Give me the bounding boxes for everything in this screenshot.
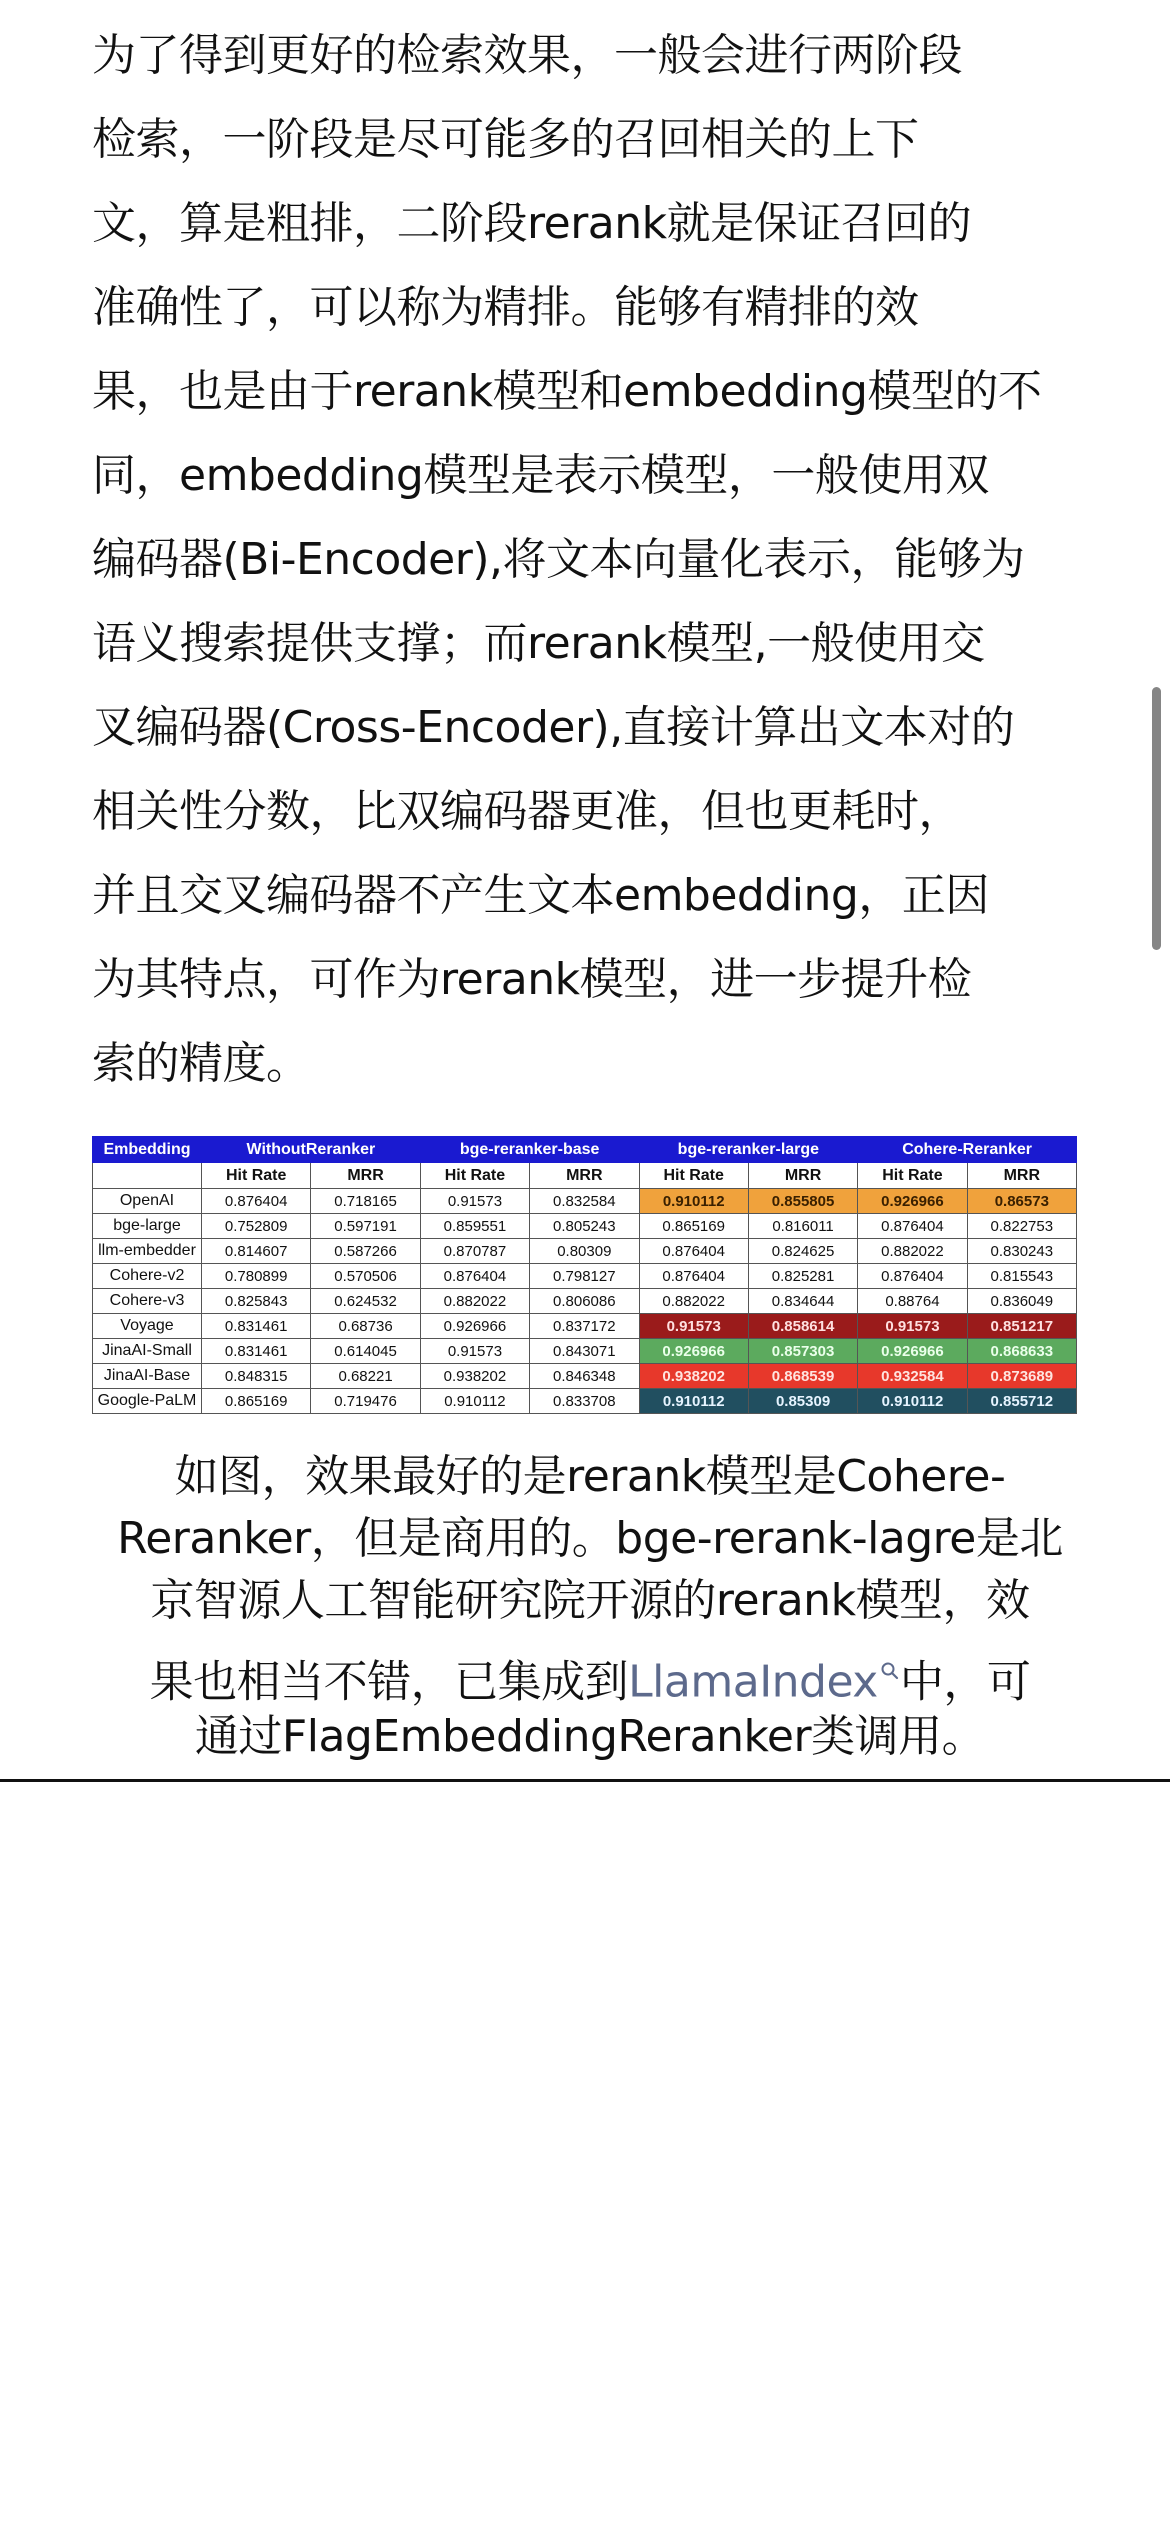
embedding-model-name: JinaAI-Base: [93, 1364, 202, 1389]
metric-cell: 0.833708: [530, 1389, 639, 1414]
metric-cell: 0.859551: [420, 1214, 529, 1239]
group-header: bge-reranker-base: [420, 1137, 639, 1163]
text-line: 准确性了，可以称为精排。能够有精排的效: [92, 282, 919, 333]
metric-cell: 0.68221: [311, 1364, 420, 1389]
metric-cell: 0.843071: [530, 1339, 639, 1364]
embedding-model-name: OpenAI: [93, 1189, 202, 1214]
embedding-model-name: bge-large: [93, 1214, 202, 1239]
text-line: 京智源人工智能研究院开源的rerank模型，效: [150, 1575, 1030, 1626]
metric-cell: 0.876404: [858, 1214, 967, 1239]
text-line: 为了得到更好的检索效果，一般会进行两阶段: [92, 30, 962, 81]
embedding-model-name: Voyage: [93, 1314, 202, 1339]
metric-cell: 0.85309: [748, 1389, 857, 1414]
metric-cell: 0.752809: [202, 1214, 311, 1239]
corner-header: Embedding: [93, 1137, 202, 1163]
metric-cell: 0.614045: [311, 1339, 420, 1364]
metric-cell: 0.926966: [858, 1189, 967, 1214]
metric-cell: 0.86573: [967, 1189, 1076, 1214]
metric-cell: 0.865169: [202, 1389, 311, 1414]
metric-cell: 0.876404: [202, 1189, 311, 1214]
text-line: 文，算是粗排，二阶段rerank就是保证召回的: [92, 198, 972, 249]
metric-cell: 0.830243: [967, 1239, 1076, 1264]
embedding-model-name: llm-embedder: [93, 1239, 202, 1264]
metric-cell: 0.910112: [858, 1389, 967, 1414]
metric-cell: 0.868539: [748, 1364, 857, 1389]
embedding-model-name: JinaAI-Small: [93, 1339, 202, 1364]
text-line: 如图，效果最好的是rerank模型是Cohere-: [174, 1451, 1006, 1502]
metric-cell: 0.815543: [967, 1264, 1076, 1289]
group-header: bge-reranker-large: [639, 1137, 858, 1163]
text-line: 果，也是由于rerank模型和embedding模型的不: [92, 366, 1042, 417]
table-row: [93, 1189, 1077, 1214]
metric-cell: 0.780899: [202, 1264, 311, 1289]
text-line: 检索，一阶段是尽可能多的召回相关的上下: [92, 114, 919, 165]
metric-cell: 0.848315: [202, 1364, 311, 1389]
table-row: [93, 1364, 1077, 1389]
metric-cell: 0.876404: [420, 1264, 529, 1289]
metric-cell: 0.938202: [420, 1364, 529, 1389]
metric-cell: 0.832584: [530, 1189, 639, 1214]
metric-cell: 0.719476: [311, 1389, 420, 1414]
metric-header: Hit Rate: [202, 1163, 311, 1189]
metric-cell: 0.876404: [639, 1264, 748, 1289]
metric-cell: 0.624532: [311, 1289, 420, 1314]
metric-cell: 0.855712: [967, 1389, 1076, 1414]
text-line: 索的精度。: [92, 1038, 310, 1089]
metric-cell: 0.836049: [967, 1289, 1076, 1314]
text-line: 叉编码器(Cross-Encoder),直接计算出文本对的: [92, 702, 1015, 753]
metric-cell: 0.80309: [530, 1239, 639, 1264]
group-header: WithoutReranker: [202, 1137, 421, 1163]
metric-header: Hit Rate: [639, 1163, 748, 1189]
metric-cell: 0.868633: [967, 1339, 1076, 1364]
text-line: 相关性分数，比双编码器更准，但也更耗时，: [92, 786, 962, 837]
metric-cell: 0.825843: [202, 1289, 311, 1314]
metric-cell: 0.882022: [639, 1289, 748, 1314]
text-line: 编码器(Bi-Encoder),将文本向量化表示，能够为: [92, 534, 1025, 585]
metric-header: MRR: [311, 1163, 420, 1189]
metric-cell: 0.91573: [858, 1314, 967, 1339]
table-row: [93, 1314, 1077, 1339]
metric-cell: 0.870787: [420, 1239, 529, 1264]
metric-cell: 0.876404: [639, 1239, 748, 1264]
text-line: 同，embedding模型是表示模型，一般使用双: [92, 450, 989, 501]
metric-cell: 0.91573: [420, 1339, 529, 1364]
text-line: 果也相当不错，已集成到LlamaIndex 中，可: [100, 1644, 1080, 1706]
metric-cell: 0.926966: [858, 1339, 967, 1364]
table-row: [93, 1289, 1077, 1314]
metric-cell: 0.587266: [311, 1239, 420, 1264]
metric-cell: 0.846348: [530, 1364, 639, 1389]
metric-cell: 0.910112: [639, 1389, 748, 1414]
metric-header: MRR: [748, 1163, 857, 1189]
metric-cell: 0.834644: [748, 1289, 857, 1314]
embedding-model-name: Cohere-v3: [93, 1289, 202, 1314]
metric-cell: 0.855805: [748, 1189, 857, 1214]
table-row: [93, 1389, 1077, 1414]
table-row: [93, 1239, 1077, 1264]
wechat-watermark: ◕‿◕ 公众号 · AI小数派报告: [822, 2497, 1155, 2527]
metric-cell: 0.865169: [639, 1214, 748, 1239]
metric-cell: 0.570506: [311, 1264, 420, 1289]
metric-cell: 0.824625: [748, 1239, 857, 1264]
metric-header: Hit Rate: [420, 1163, 529, 1189]
empty-header: [93, 1163, 202, 1189]
metric-header-row: [93, 1163, 1077, 1189]
reranker-comparison-table: [92, 1136, 1077, 1414]
conclusion-paragraph: [100, 1446, 1080, 1768]
table-row: [93, 1264, 1077, 1289]
table-row: [93, 1214, 1077, 1239]
metric-cell: 0.798127: [530, 1264, 639, 1289]
metric-cell: 0.816011: [748, 1214, 857, 1239]
intro-paragraph: [92, 24, 1092, 1116]
metric-cell: 0.91573: [639, 1314, 748, 1339]
metric-cell: 0.825281: [748, 1264, 857, 1289]
llamaindex-link[interactable]: LlamaIndex: [628, 1656, 878, 1708]
metric-cell: 0.831461: [202, 1314, 311, 1339]
group-header-row: [93, 1137, 1077, 1163]
metric-header: Hit Rate: [858, 1163, 967, 1189]
metric-cell: 0.597191: [311, 1214, 420, 1239]
metric-cell: 0.857303: [748, 1339, 857, 1364]
metric-cell: 0.910112: [420, 1389, 529, 1414]
metric-cell: 0.88764: [858, 1289, 967, 1314]
text-line: 语义搜索提供支撑；而rerank模型,一般使用交: [92, 618, 985, 669]
metric-cell: 0.926966: [639, 1339, 748, 1364]
metric-cell: 0.68736: [311, 1314, 420, 1339]
metric-cell: 0.926966: [420, 1314, 529, 1339]
metric-header: MRR: [530, 1163, 639, 1189]
text-line: 通过FlagEmbeddingReranker类调用。: [194, 1711, 986, 1762]
metric-cell: 0.932584: [858, 1364, 967, 1389]
metric-cell: 0.882022: [858, 1239, 967, 1264]
text-line: Reranker，但是商用的。bge-rerank-lagre是北: [117, 1513, 1063, 1564]
metric-cell: 0.910112: [639, 1189, 748, 1214]
scrollbar-thumb[interactable]: [1152, 687, 1161, 950]
text-line: 为其特点，可作为rerank模型，进一步提升检: [92, 954, 972, 1005]
metric-cell: 0.876404: [858, 1264, 967, 1289]
table-row: [93, 1339, 1077, 1364]
embedding-model-name: Google-PaLM: [93, 1389, 202, 1414]
search-icon[interactable]: [880, 1644, 900, 1706]
metric-cell: 0.858614: [748, 1314, 857, 1339]
metric-cell: 0.873689: [967, 1364, 1076, 1389]
metric-cell: 0.831461: [202, 1339, 311, 1364]
wechat-icon: ◕‿◕: [822, 2497, 897, 2527]
metric-cell: 0.91573: [420, 1189, 529, 1214]
metric-cell: 0.814607: [202, 1239, 311, 1264]
metric-header: MRR: [967, 1163, 1076, 1189]
metric-cell: 0.805243: [530, 1214, 639, 1239]
metric-cell: 0.718165: [311, 1189, 420, 1214]
text-line: 并且交叉编码器不产生文本embedding，正因: [92, 870, 989, 921]
embedding-model-name: Cohere-v2: [93, 1264, 202, 1289]
metric-cell: 0.837172: [530, 1314, 639, 1339]
group-header: Cohere-Reranker: [858, 1137, 1077, 1163]
metric-cell: 0.938202: [639, 1364, 748, 1389]
metric-cell: 0.851217: [967, 1314, 1076, 1339]
metric-cell: 0.806086: [530, 1289, 639, 1314]
metric-cell: 0.882022: [420, 1289, 529, 1314]
metric-cell: 0.822753: [967, 1214, 1076, 1239]
